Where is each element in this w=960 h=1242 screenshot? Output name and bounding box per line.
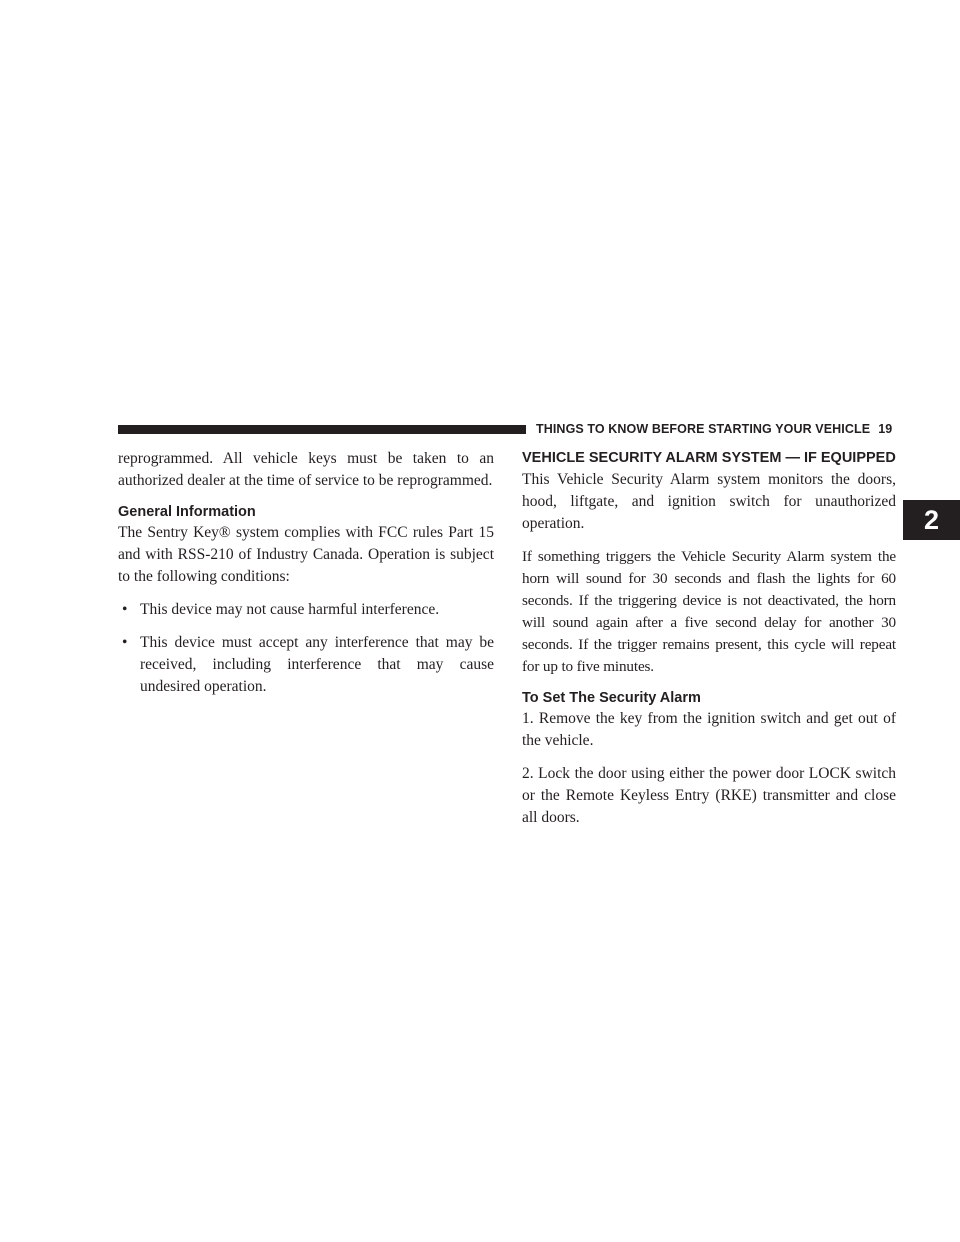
chapter-tab: 2 [903, 500, 960, 540]
running-title: THINGS TO KNOW BEFORE STARTING YOUR VEHICLE [536, 422, 871, 436]
bullet-item [118, 599, 494, 621]
general-information-heading: General Information [118, 504, 256, 520]
step-2-paragraph: 2. Lock the door using either the power door LOCK switch or the Remote Keyless Entry (RKE) transmitter and close all doors. [522, 765, 896, 826]
bullet-text: This device must accept any interference that may be received, including interference that may cause undesired operation. [140, 634, 494, 695]
fcc-intro-paragraph: The Sentry Key® system complies with FCC rules Part 15 and with RSS-210 of Industry Canada. Operation is subject to the following conditions: [118, 524, 494, 585]
bullet-item [118, 632, 494, 698]
security-alarm-heading: VEHICLE SECURITY ALARM SYSTEM — IF EQUIPPED [522, 450, 896, 466]
continued-paragraph: reprogrammed. All vehicle keys must be taken to an authorized dealer at the time of service to be reprogrammed. [118, 450, 494, 489]
set-alarm-heading: To Set The Security Alarm [522, 690, 701, 706]
page-number: 19 [878, 422, 893, 436]
alarm-trigger-paragraph: If something triggers the Vehicle Security Alarm system the horn will sound for 30 seconds and flash the lights for 60 seconds. If the triggering device is not deactivated, the horn will sound again after a five second delay for another 30 seconds. If the trigger remains present, this cycle will repeat for up to five minutes. [522, 548, 896, 675]
header-rule [118, 425, 526, 434]
running-head [536, 421, 892, 437]
bullet-icon: • [122, 601, 128, 618]
alarm-overview-paragraph: This Vehicle Security Alarm system monitors the doors, hood, liftgate, and ignition switch for unauthorized operation. [522, 471, 896, 532]
left-column [118, 448, 494, 709]
bullet-text: This device may not cause harmful interference. [140, 601, 440, 618]
step-1-paragraph: 1. Remove the key from the ignition switch and get out of the vehicle. [522, 710, 896, 749]
bullet-icon: • [122, 634, 128, 651]
right-column [522, 448, 896, 840]
